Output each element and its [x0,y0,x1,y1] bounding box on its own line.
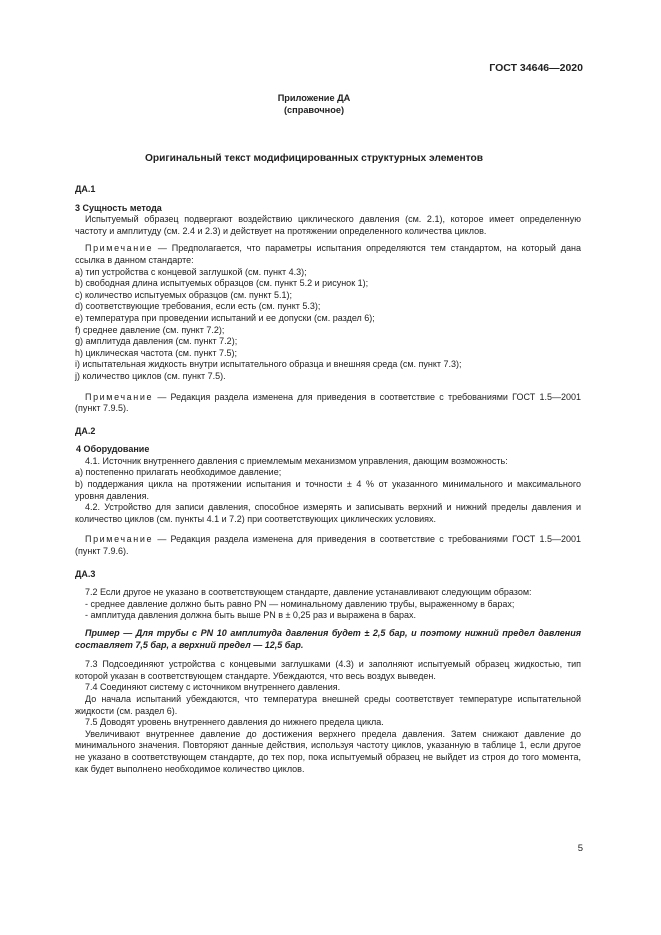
section-da1 [75,184,581,415]
paragraph: 4.2. Устройство для записи давления, способное измерять и записывать верхний и нижний пределы давления и количество циклов (см. пункты 4.1 и 7.2) при соответствующих циклических условиях. [75,502,581,524]
note-text: — Редакция раздела изменена для приведения в соответствие с требованиями ГОСТ 1.5—2001 (пункт 7.9.5). [75,391,581,414]
list-item: b) свободная длина испытуемых образцов (см. пункт 5.2 и рисунок 1); [75,278,369,289]
paragraph: 7.2 Если другое не указано в соответствующем стандарте, давление устанавливают следующим образом: [85,587,532,598]
paragraph: Увеличивают внутреннее давление до достижения верхнего предела давления. Затем снижают давление до минимального значения. Повторяют данные действия, используя частоту циклов, указанную в таблице 1, если другое не указано в соответствующем стандарте, до тех пор, пока испытуемый образец не выйдет из строя до того момента, как будет выполнено необходимое количество циклов. [75,728,581,774]
list-item: j) количество циклов (см. пункт 7.5). [75,370,226,381]
list-item: - среднее давление должно быть равно PN — номинальному давлению трубы, выраженному в барах; [85,598,515,609]
section-id: ДА.3 [75,568,96,579]
appendix-subtitle: (справочное) [283,104,344,115]
section-subtitle: 3 Сущность метода [75,202,162,213]
section-subtitle: 4 Оборудование [76,444,150,455]
note-label: Примечание [85,534,154,545]
list-item: h) циклическая частота (см. пункт 7.5); [75,347,237,358]
section-id: ДА.2 [75,425,96,436]
list-item: g) амплитуда давления (см. пункт 7.2); [75,336,238,347]
list-item: e) температура при проведении испытаний и ее допуски (см. раздел 6); [75,312,375,323]
section-da3 [75,569,581,776]
page-number: 5 [577,843,583,854]
example: Пример — Для трубы с PN 10 амплитуда давления будет ± 2,5 бар, и поэтому нижний предел давления составляет 7,5 бар, а верхний предел — 12,5 бар. [75,628,581,650]
paragraph: 7.4 Соединяют систему с источником внутреннего давления. [85,682,341,693]
paragraph: До начала испытаний убеждаются, что температура внешней среды соответствует температуре испытательной жидкости (см. раздел 6). [75,693,581,716]
note-text: — Редакция раздела изменена для приведения в соответствие с требованиями ГОСТ 1.5—2001 (пункт 7.9.6). [75,534,581,557]
note-list [75,267,581,383]
list-item: - амплитуда давления должна быть выше PN в ± 0,25 раз и выражена в барах. [85,610,417,621]
note [75,534,581,557]
paragraph: 4.1. Источник внутреннего давления с приемлемым механизмом управления, дающим возможность: [85,455,508,466]
section-da2 [75,426,581,558]
note-label: Примечание [85,391,154,402]
paragraph: 7.5 Доводят уровень внутреннего давления до нижнего предела цикла. [85,717,384,728]
paragraph: 7.3 Подсоединяют устройства с концевыми заглушками (4.3) и заполняют испытуемый образец жидкостью, тип которой указан в соответствующем стандарте. Убеждаются, что весь воздух выведен. [75,659,581,681]
note-label: Примечание [85,243,154,254]
appendix-heading [0,93,628,116]
list-item: d) соответствующие требования, если есть (см. пункт 5.3); [75,301,321,312]
list-item: f) среднее давление (см. пункт 7.2); [75,324,225,335]
list-item: b) поддержания цикла на протяжении испытания и точности ± 4 % от указанного минимального и максимального уровня давления. [75,479,581,501]
list-item: i) испытательная жидкость внутри испытательного образца и внешняя среда (см. пункт 7.3); [75,359,462,370]
appendix-title: Приложение ДА [277,93,351,103]
section-id: ДА.1 [75,184,96,194]
page-title: Оригинальный текст модифицированных структурных элементов [145,153,483,164]
standard-number: ГОСТ 34646—2020 [489,62,583,74]
list-item: c) количество испытуемых образцов (см. пункт 5.1); [75,289,293,300]
note [75,243,581,266]
note [75,392,581,415]
list-item: a) тип устройства с концевой заглушкой (см. пункт 4.3); [75,266,307,277]
note-text: — Предполагается, что параметры испытания определяются тем стандартом, на который дана ссылка в данном стандарте: [75,243,581,265]
list-item: а) постепенно прилагать необходимое давление; [75,467,282,478]
paragraph: Испытуемый образец подвергают воздействию циклического давления (см. 2.1), которое имеет определенную частоту и амплитуду (см. 2.4 и 2.3) и действует на протяжении определенного количества циклов. [75,214,581,236]
document-body [75,184,581,786]
